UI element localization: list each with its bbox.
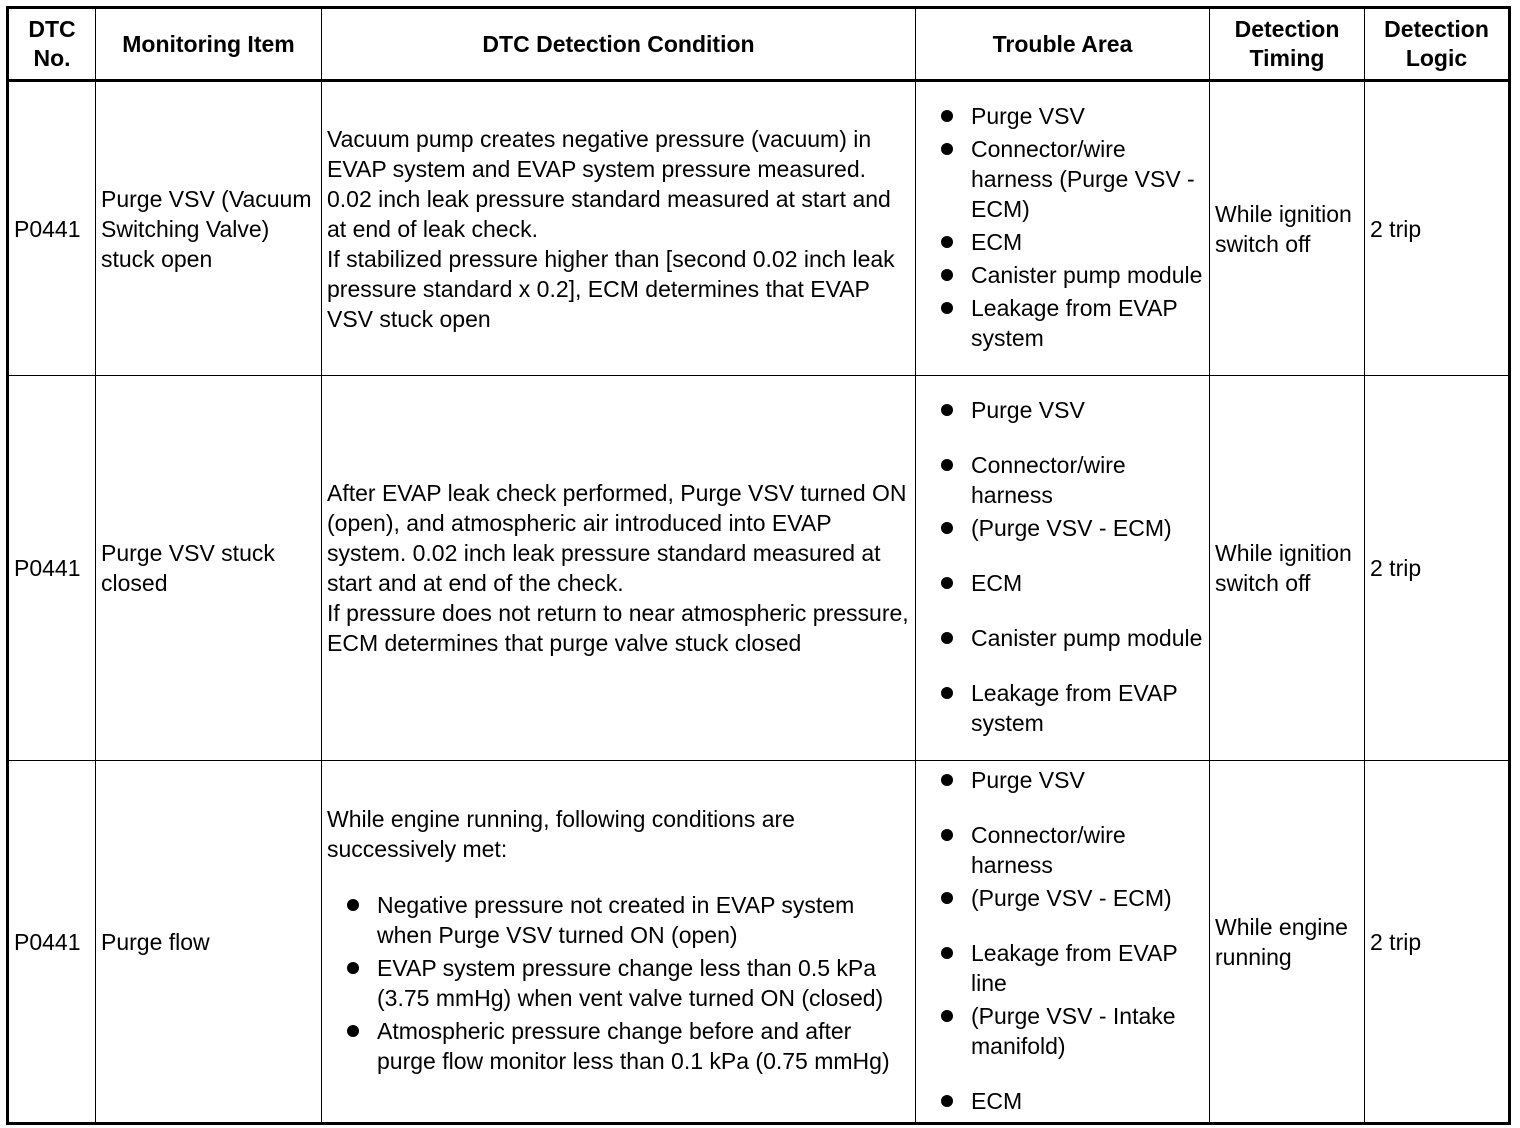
condition-intro: While engine running, following conditions are successively met: [327, 806, 795, 862]
condition-text: If pressure does not return to near atmospheric pressure, ECM determines that purge valve stuck closed [327, 600, 909, 656]
table-row [8, 376, 1510, 761]
condition-text: After EVAP leak check performed, Purge VSV turned ON (open), and atmospheric air introduced into EVAP system. 0.02 inch leak pressure standard measured at start and at end of the check. [327, 480, 907, 596]
detection-timing: While ignition switch off [1210, 81, 1365, 376]
header-detection-timing: Detection Timing [1210, 8, 1365, 81]
list-item: ECM [921, 568, 1204, 598]
list-item: Negative pressure not created in EVAP system when Purge VSV turned ON (open) [327, 890, 910, 950]
list-item: Leakage from EVAP system [921, 293, 1204, 353]
header-dtc-no: DTC No. [8, 8, 96, 81]
header-monitoring-item: Monitoring Item [96, 8, 322, 81]
table-header-row [8, 8, 1510, 81]
detection-logic: 2 trip [1365, 81, 1510, 376]
trouble-area [916, 761, 1210, 1124]
detection-condition [322, 81, 916, 376]
list-item: Leakage from EVAP line [921, 938, 1204, 998]
header-trouble-area: Trouble Area [916, 8, 1210, 81]
header-detection-condition: DTC Detection Condition [322, 8, 916, 81]
list-item: ECM [921, 227, 1204, 257]
detection-condition [322, 376, 916, 761]
condition-text: Vacuum pump creates negative pressure (vacuum) in EVAP system and EVAP system pressure measured. 0.02 inch leak pressure standard measured at start and at end of leak check. [327, 125, 891, 242]
table-row [8, 761, 1510, 1124]
trouble-area-list [921, 765, 1204, 1116]
list-item: Purge VSV [921, 395, 1204, 425]
list-item: Atmospheric pressure change before and after purge flow monitor less than 0.1 kPa (0.75 mmHg) [327, 1016, 910, 1076]
list-item: Purge VSV [921, 765, 1204, 795]
monitoring-item: Purge flow [96, 761, 322, 1124]
list-item: ECM [921, 1086, 1204, 1116]
trouble-area [916, 81, 1210, 376]
dtc-code: P0441 [8, 81, 96, 376]
detection-logic: 2 trip [1365, 761, 1510, 1124]
list-item: (Purge VSV - ECM) [921, 883, 1204, 913]
trouble-area-list [921, 101, 1204, 353]
list-item: Connector/wire harness [921, 820, 1204, 880]
detection-condition [322, 761, 916, 1124]
detection-timing: While ignition switch off [1210, 376, 1365, 761]
list-item: Purge VSV [921, 101, 1204, 131]
dtc-code: P0441 [8, 761, 96, 1124]
table-row [8, 81, 1510, 376]
list-item: Leakage from EVAP system [921, 678, 1204, 738]
detection-logic: 2 trip [1365, 376, 1510, 761]
dtc-table [6, 6, 1511, 1125]
monitoring-item: Purge VSV (Vacuum Switching Valve) stuck open [96, 81, 322, 376]
dtc-table-sheet [6, 6, 1508, 1120]
list-item: EVAP system pressure change less than 0.5 kPa (3.75 mmHg) when vent valve turned ON (closed) [327, 953, 910, 1013]
monitoring-item: Purge VSV stuck closed [96, 376, 322, 761]
trouble-area [916, 376, 1210, 761]
list-item: (Purge VSV - Intake manifold) [921, 1001, 1204, 1061]
condition-text: If stabilized pressure higher than [second 0.02 inch leak pressure standard x 0.2], ECM determines that EVAP VSV stuck open [327, 245, 895, 332]
list-item: Connector/wire harness [921, 450, 1204, 510]
list-item: (Purge VSV - ECM) [921, 513, 1204, 543]
trouble-area-list [921, 395, 1204, 738]
condition-list [327, 890, 910, 1076]
header-detection-logic: Detection Logic [1365, 8, 1510, 81]
list-item: Canister pump module [921, 623, 1204, 653]
detection-timing: While engine running [1210, 761, 1365, 1124]
list-item: Connector/wire harness (Purge VSV - ECM) [921, 134, 1204, 224]
list-item: Canister pump module [921, 260, 1204, 290]
dtc-code: P0441 [8, 376, 96, 761]
